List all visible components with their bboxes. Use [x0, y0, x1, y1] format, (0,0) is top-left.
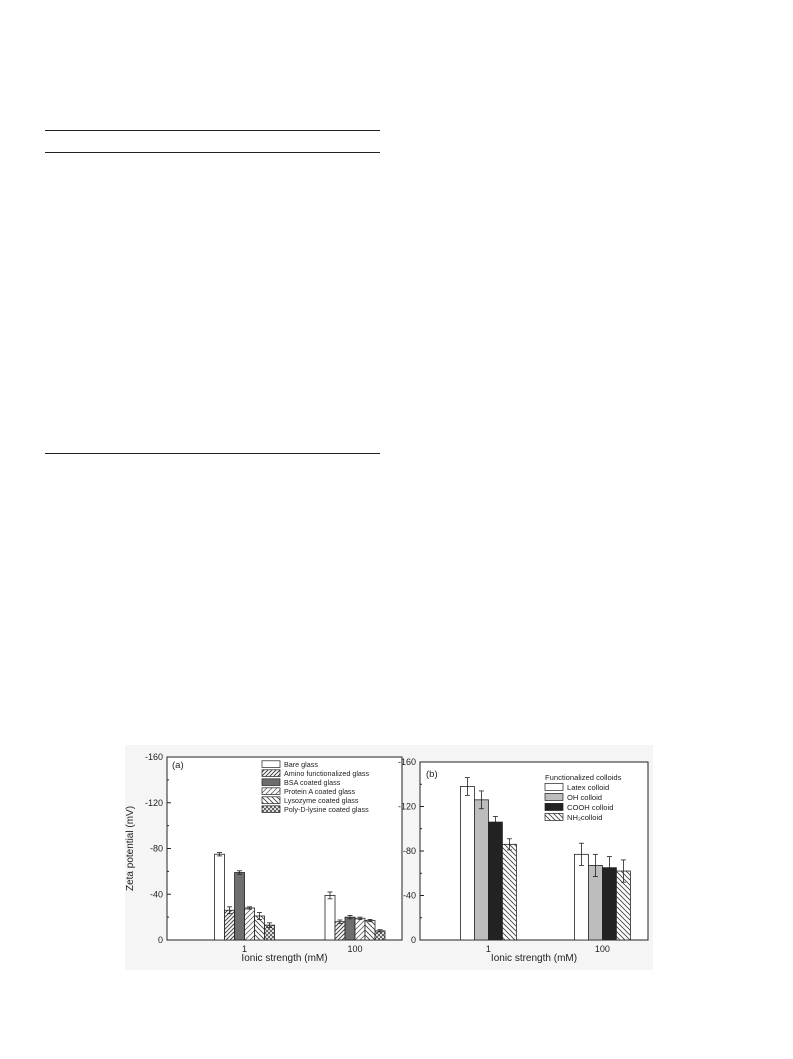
panel-label: (a) — [172, 760, 184, 771]
legend-title: Functionalized colloids — [545, 773, 622, 782]
legend-label: Bare glass — [284, 760, 318, 769]
x-tick-label: 1 — [485, 944, 491, 954]
legend-swatch — [545, 813, 563, 820]
x-tick-label: 100 — [594, 944, 610, 954]
bar — [460, 786, 474, 940]
legend-swatch — [262, 779, 280, 786]
bar — [355, 918, 365, 940]
chart-panel-b — [398, 757, 648, 964]
y-tick-label: -160 — [144, 752, 163, 762]
legend-swatch — [262, 806, 280, 813]
y-tick-label: 0 — [410, 935, 416, 945]
legend-label: BSA coated glass — [284, 778, 341, 787]
x-axis-label: Ionic strength (mM) — [490, 953, 578, 964]
chart-svg — [125, 745, 653, 970]
legend-swatch — [262, 797, 280, 804]
bar — [488, 822, 502, 940]
bar — [235, 873, 245, 940]
y-tick-label: -120 — [144, 797, 163, 808]
table-bottom-rule — [45, 453, 380, 454]
bar — [345, 917, 355, 940]
chart-panel-a — [125, 752, 402, 964]
bar — [245, 908, 255, 940]
legend-label: COOH colloid — [567, 803, 614, 812]
legend-swatch — [262, 770, 280, 777]
table-top-rule — [45, 130, 380, 131]
y-tick-label: -40 — [149, 889, 163, 900]
legend-swatch — [262, 761, 280, 768]
legend-label: Latex colloid — [567, 783, 610, 792]
y-tick-label: -80 — [149, 843, 163, 854]
table-header-rule — [45, 152, 380, 153]
legend-swatch — [545, 793, 563, 800]
legend-label: Protein A coated glass — [284, 787, 356, 796]
y-tick-label: -120 — [397, 801, 416, 812]
bar — [474, 800, 488, 940]
y-tick-label: -40 — [402, 890, 416, 901]
legend-label: Amino functionalized glass — [284, 769, 370, 778]
y-tick-label: -160 — [397, 757, 416, 767]
x-axis-label: Ionic strength (mM) — [241, 953, 328, 964]
legend-swatch — [262, 788, 280, 795]
bar — [335, 922, 345, 940]
legend-label: NH₂colloid — [567, 813, 603, 822]
legend-swatch — [545, 803, 563, 810]
panel-label: (b) — [426, 769, 438, 780]
legend-label: Poly-D-lysine coated glass — [284, 805, 369, 814]
legend-label: Lysozyme coated glass — [284, 796, 359, 805]
y-tick-label: 0 — [157, 935, 163, 945]
figure-zeta-potential — [125, 745, 653, 970]
bar — [215, 854, 225, 940]
bar — [225, 910, 235, 940]
bar — [325, 895, 335, 940]
bar — [502, 844, 516, 940]
legend-swatch — [545, 783, 563, 790]
y-axis-label: Zeta potential (mV) — [125, 805, 136, 892]
y-tick-label: -80 — [402, 846, 416, 856]
x-tick-label: 1 — [242, 944, 248, 954]
bar — [574, 854, 588, 940]
x-tick-label: 100 — [347, 944, 363, 954]
bar — [365, 921, 375, 940]
legend-label: OH colloid — [567, 793, 603, 802]
